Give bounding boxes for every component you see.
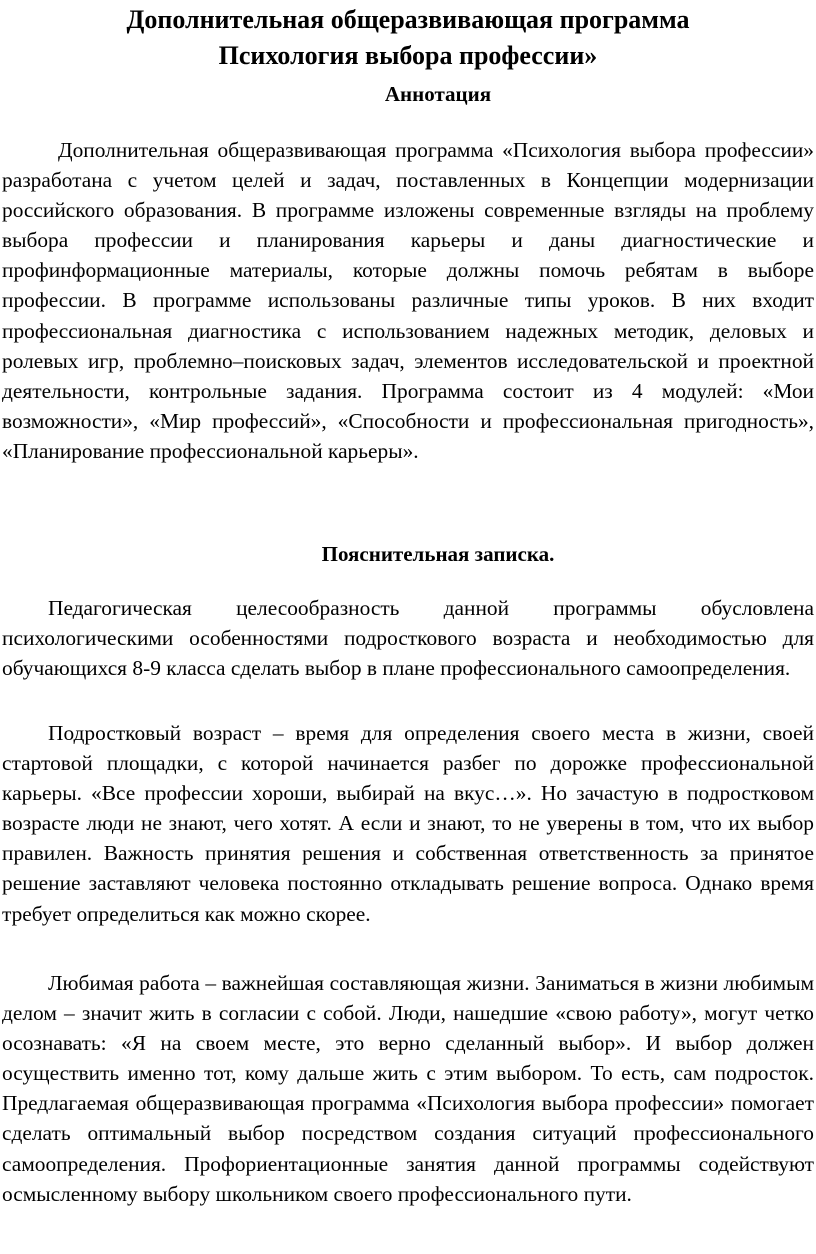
document-title-line-1: Дополнительная общеразвивающая программа [126,5,690,34]
explanatory-note-heading: Пояснительная записка. [321,542,555,566]
body-paragraph-1: Педагогическая целесообразность данной программы обусловлена психологическими особенностями подросткового возраста и необходимостью для обучающихся 8-9 класса сделать выбор в плане профессионального самоопределения. [2,596,814,681]
annotation-paragraph: Дополнительная общеразвивающая программа «Психология выбора профессии» разработана с учетом целей и задач, поставленных в Концепции модернизации российского образования. В программе изложены современные взгляды на проблему выбора профессии и планирования карьеры и даны диагностические и профинформационные материалы, которые должны помочь ребятам в выборе профессии. В программе использованы различные типы уроков. В них входит профессиональная диагностика с использованием надежных методик, деловых и ролевых игр, проблемно–поисковых задач, элементов исследовательской и проектной деятельности, контрольные задания. Программа состоит из 4 модулей: «Мои возможности», «Мир профессий», «Способности и профессиональная пригодность», «Планирование профессиональной карьеры». [2,138,814,463]
body-paragraph-3: Любимая работа – важнейшая составляющая жизни. Заниматься в жизни любимым делом – значит жить в согласии с собой. Люди, нашедшие «свою работу», могут четко осознавать: «Я на своем месте, это верно сделанный выбор». И выбор должен осуществить именно тот, кому дальше жить с этим выбором. То есть, сам подросток. Предлагаемая общеразвивающая программа «Психология выбора профессии» помогает сделать оптимальный выбор посредством создания ситуаций профессионального самоопределения. Профориентационные занятия данной программы содействуют осмысленному выбору школьником своего профессионального пути. [2,971,814,1206]
body-paragraph-2: Подростковый возраст – время для определения своего места в жизни, своей стартовой площадки, с которой начинается разбег по дорожке профессиональной карьеры. «Все профессии хороши, выбирай на вкус…». Но зачастую в подростковом возрасте люди не знают, чего хотят. А если и знают, то не уверены в том, что их выбор правилен. Важность принятия решения и собственная ответственность за принятое решение заставляют человека постоянно откладывать решение вопроса. Однако время требует определиться как можно скорее. [2,721,814,926]
annotation-heading: Аннотация [384,82,492,106]
document-title-line-2: Психология выбора профессии» [218,41,598,70]
